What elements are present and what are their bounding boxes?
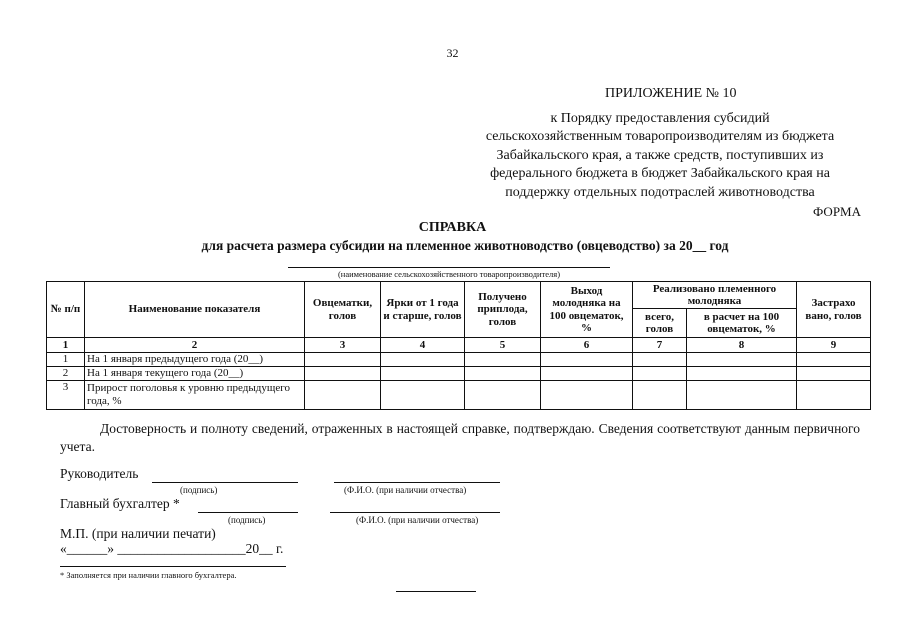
table-cell[interactable]: [687, 381, 797, 410]
table-cell[interactable]: [305, 367, 381, 381]
table-cell[interactable]: [797, 353, 871, 367]
table-cell[interactable]: [305, 353, 381, 367]
column-number: 4: [381, 338, 465, 353]
table-cell[interactable]: [541, 381, 633, 410]
head-label: Руководитель: [60, 466, 139, 481]
row-indicator: На 1 января текущего года (20__): [85, 367, 305, 381]
column-number: 3: [305, 338, 381, 353]
table-cell[interactable]: [465, 367, 541, 381]
table-cell[interactable]: [687, 367, 797, 381]
appendix-line: поддержку отдельных подотраслей животноводства: [505, 184, 815, 200]
header-num: № п/п: [47, 282, 85, 338]
appendix-line: к Порядку предоставления субсидий: [550, 111, 770, 126]
column-number: 7: [633, 338, 687, 353]
accountant-name-line[interactable]: [330, 512, 500, 513]
header-offspring: Получено приплода, голов: [465, 282, 541, 338]
table-cell[interactable]: [381, 353, 465, 367]
appendix-line: федерального бюджета в бюджет Забайкальского края на: [490, 166, 830, 182]
table-cell[interactable]: [633, 381, 687, 410]
header-yearlings: Ярки от 1 года и старше, голов: [381, 282, 465, 338]
head-signature-line[interactable]: [152, 482, 298, 483]
header-yield: Выход молодняка на 100 овцематок, %: [541, 282, 633, 338]
document-subtitle: для расчета размера субсидии на племенное животноводство (овцеводство) за 20__ год: [201, 238, 729, 253]
page-number: 32: [446, 46, 459, 60]
column-number: 2: [85, 338, 305, 353]
table-row: [47, 367, 871, 381]
table-cell[interactable]: [305, 381, 381, 410]
document-title: СПРАВКА: [418, 220, 487, 235]
table-cell[interactable]: [633, 353, 687, 367]
head-name-caption: (Ф.И.О. (при наличии отчества): [344, 485, 467, 495]
table-row: [47, 381, 871, 410]
footnote-separator: [60, 566, 286, 567]
accountant-name-caption: (Ф.И.О. (при наличии отчества): [356, 515, 479, 525]
row-number: 1: [47, 353, 85, 367]
date-line[interactable]: «______» ___________________20__ г.: [60, 541, 284, 556]
bottom-rule: [396, 591, 476, 592]
header-ewes: Овцематки, голов: [305, 282, 381, 338]
row-number: 2: [47, 367, 85, 381]
accountant-label: Главный бухгалтер *: [60, 496, 180, 511]
producer-name-caption: (наименование сельскохозяйственного товаропроизводителя): [337, 269, 561, 279]
column-number: 5: [465, 338, 541, 353]
header-sold-per100: в расчет на 100 овцематок, %: [687, 309, 797, 338]
header-indicator: Наименование показателя: [85, 282, 305, 338]
producer-name-line: [288, 267, 610, 268]
column-number: 1: [47, 338, 85, 353]
column-number: 6: [541, 338, 633, 353]
table-cell[interactable]: [541, 353, 633, 367]
appendix-line: сельскохозяйственным товаропроизводителям из бюджета: [485, 129, 835, 145]
table-cell[interactable]: [633, 367, 687, 381]
footnote: * Заполняется при наличии главного бухгалтера.: [60, 570, 237, 580]
table-cell[interactable]: [797, 381, 871, 410]
appendix-line: Забайкальского края, а также средств, поступивших из: [496, 147, 824, 163]
subsidy-table: [46, 281, 871, 410]
seal-label: М.П. (при наличии печати): [60, 526, 216, 541]
table-cell[interactable]: [381, 367, 465, 381]
header-insured: Застрахо вано, голов: [797, 282, 871, 338]
head-name-line[interactable]: [334, 482, 500, 483]
table-cell[interactable]: [687, 353, 797, 367]
header-sold-group: Реализовано племенного молодняка: [633, 282, 797, 309]
header-sold-total: всего, голов: [633, 309, 687, 338]
column-number-row: [47, 338, 871, 353]
column-number: 8: [687, 338, 797, 353]
table-cell[interactable]: [381, 381, 465, 410]
certification-text: Достоверность и полноту сведений, отраженных в настоящей справке, подтверждаю. Сведения соответствуют данным первичного учета.: [60, 421, 860, 454]
accountant-signature-caption: (подпись): [228, 515, 266, 525]
appendix-title: ПРИЛОЖЕНИЕ № 10: [605, 86, 737, 101]
table-cell[interactable]: [465, 381, 541, 410]
appendix-text: [455, 110, 865, 202]
accountant-signature-line[interactable]: [198, 512, 298, 513]
row-number: 3: [47, 381, 85, 410]
table-cell[interactable]: [465, 353, 541, 367]
form-label: ФОРМА: [813, 204, 861, 219]
table-row: [47, 353, 871, 367]
table-cell[interactable]: [797, 367, 871, 381]
row-indicator: Прирост поголовья к уровню предыдущего года, %: [85, 381, 305, 410]
row-indicator: На 1 января предыдущего года (20__): [85, 353, 305, 367]
column-number: 9: [797, 338, 871, 353]
head-signature-caption: (подпись): [180, 485, 218, 495]
table-cell[interactable]: [541, 367, 633, 381]
